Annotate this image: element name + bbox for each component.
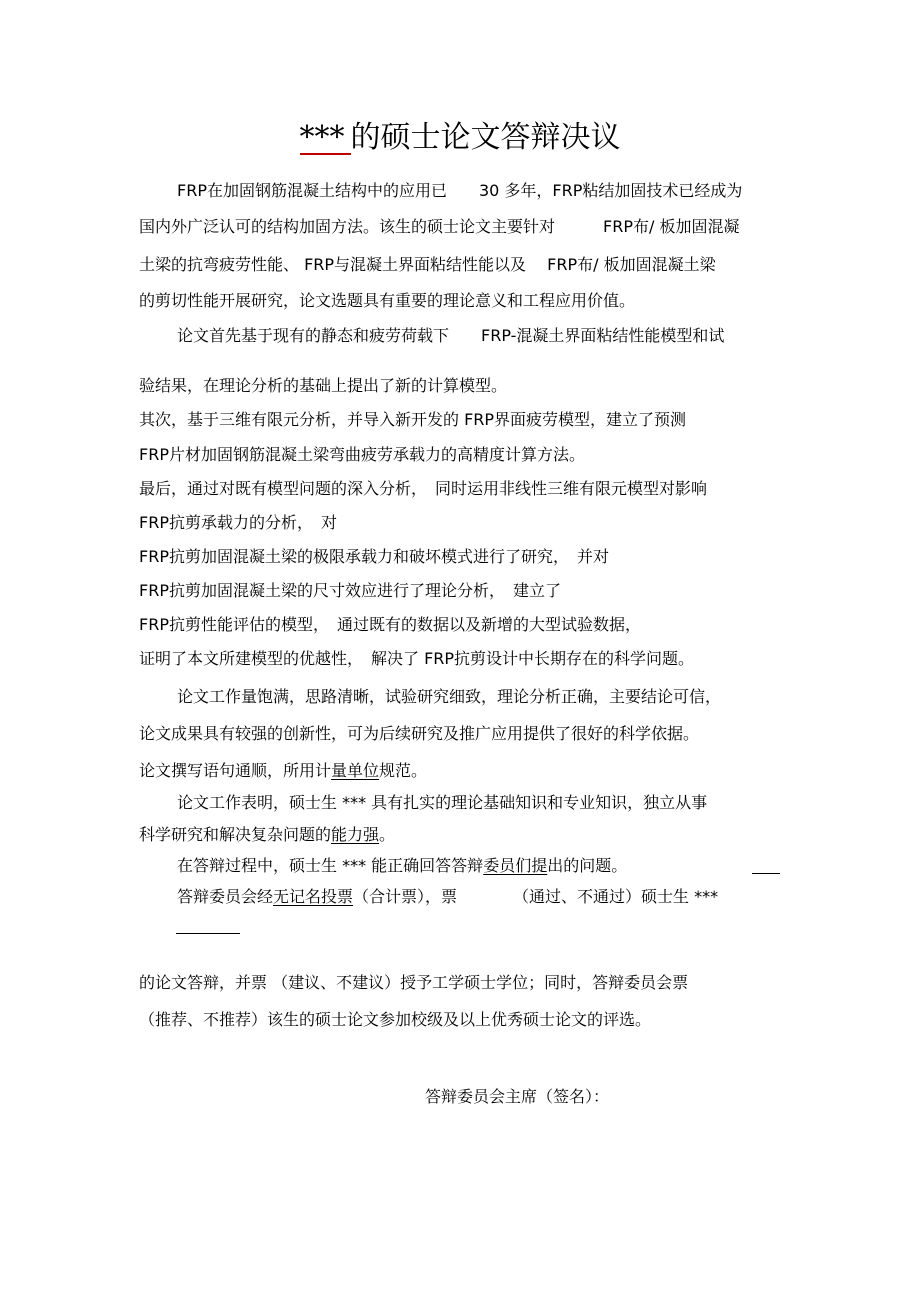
p4-line-2-text-b: 。 bbox=[379, 825, 396, 844]
p2-line-4: FRP片材加固钢筋混凝土梁弯曲疲劳承载力的高精度计算方法。 bbox=[139, 445, 585, 464]
p1-line-2: 国内外广泛认可的结构加固方法。该生的硕士论文主要针对 FRP布/ 板加固混凝 bbox=[139, 217, 740, 236]
p2-line-1: 论文首先基于现有的静态和疲劳荷载下 FRP-混凝土界面粘结性能模型和试 bbox=[177, 326, 725, 345]
p5-line-1 bbox=[177, 855, 627, 877]
p2-line-7: FRP抗剪加固混凝土梁的极限承载力和破坏模式进行了研究， 并对 bbox=[139, 547, 609, 566]
p6-text-b: （合计票），票 （通过、不通过）硕士生 *** bbox=[353, 887, 719, 906]
p6-line-1 bbox=[177, 886, 718, 908]
p6-line-2: 的论文答辩，并票 （建议、不建议）授予工学硕士学位；同时，答辩委员会票 bbox=[139, 973, 689, 992]
blank-line-left bbox=[176, 933, 240, 934]
p4-line-2-text-a: 科学研究和解决复杂问题的 bbox=[139, 825, 332, 844]
p3-line-3-text-b: 规范。 bbox=[379, 761, 428, 780]
p2-line-6: FRP抗剪承载力的分析， 对 bbox=[139, 513, 337, 532]
p6-underlined: 无记名投票 bbox=[273, 887, 354, 906]
p3-line-1: 论文工作量饱满，思路清晰，试验研究细致，理论分析正确，主要结论可信， bbox=[177, 687, 722, 706]
p2-line-10: 证明了本文所建模型的优越性， 解决了 FRP抗剪设计中长期存在的科学问题。 bbox=[139, 649, 695, 668]
p3-line-3-text-a: 论文撰写语句通顺，所用计 bbox=[139, 761, 332, 780]
p3-line-3 bbox=[139, 760, 427, 782]
p2-line-8: FRP抗剪加固混凝土梁的尺寸效应进行了理论分析， 建立了 bbox=[139, 581, 561, 600]
p5-text-b: 出的问题。 bbox=[547, 856, 628, 875]
p4-line-1: 论文工作表明，硕士生 *** 具有扎实的理论基础知识和专业知识，独立从事 bbox=[177, 793, 708, 812]
p4-line-2-underlined: 能力强 bbox=[331, 825, 380, 844]
p2-line-2: 验结果，在理论分析的基础上提出了新的计算模型。 bbox=[139, 376, 508, 395]
blank-line-right bbox=[752, 873, 780, 874]
p2-line-9: FRP抗剪性能评估的模型， 通过既有的数据以及新增的大型试验数据， bbox=[139, 615, 641, 634]
p2-line-3: 其次，基于三维有限元分析，并导入新开发的 FRP界面疲劳模型，建立了预测 bbox=[139, 410, 687, 429]
title-text: 的硕士论文答辩决议 bbox=[350, 120, 621, 155]
chair-signature-label: 答辩委员会主席（签名）： bbox=[425, 1087, 610, 1106]
p1-line-3: 土梁的抗弯疲劳性能、 FRP与混凝土界面粘结性能以及 FRP布/ 板加固混凝土梁 bbox=[139, 255, 716, 274]
document-title bbox=[0, 116, 920, 160]
title-name-placeholder: *** bbox=[300, 123, 351, 155]
p1-line-1: FRP在加固钢筋混凝土结构中的应用已 30 多年，FRP粘结加固技术已经成为 bbox=[177, 181, 743, 200]
p6-text-a: 答辩委员会经 bbox=[177, 887, 274, 906]
p2-line-5: 最后，通过对既有模型问题的深入分析， 同时运用非线性三维有限元模型对影响 bbox=[139, 479, 708, 498]
p4-line-2 bbox=[139, 824, 395, 846]
p3-line-3-underlined: 量单位 bbox=[331, 761, 380, 780]
p1-line-4: 的剪切性能开展研究，论文选题具有重要的理论意义和工程应用价值。 bbox=[139, 291, 636, 310]
p6-line-3: （推荐、不推荐）该生的硕士论文参加校级及以上优秀硕士论文的评选。 bbox=[139, 1010, 652, 1029]
p5-underlined: 委员们提 bbox=[483, 856, 548, 875]
p3-line-2: 论文成果具有较强的创新性，可为后续研究及推广应用提供了很好的科学依据。 bbox=[139, 724, 700, 743]
p5-text-a: 在答辩过程中，硕士生 *** 能正确回答答辩 bbox=[177, 856, 484, 875]
